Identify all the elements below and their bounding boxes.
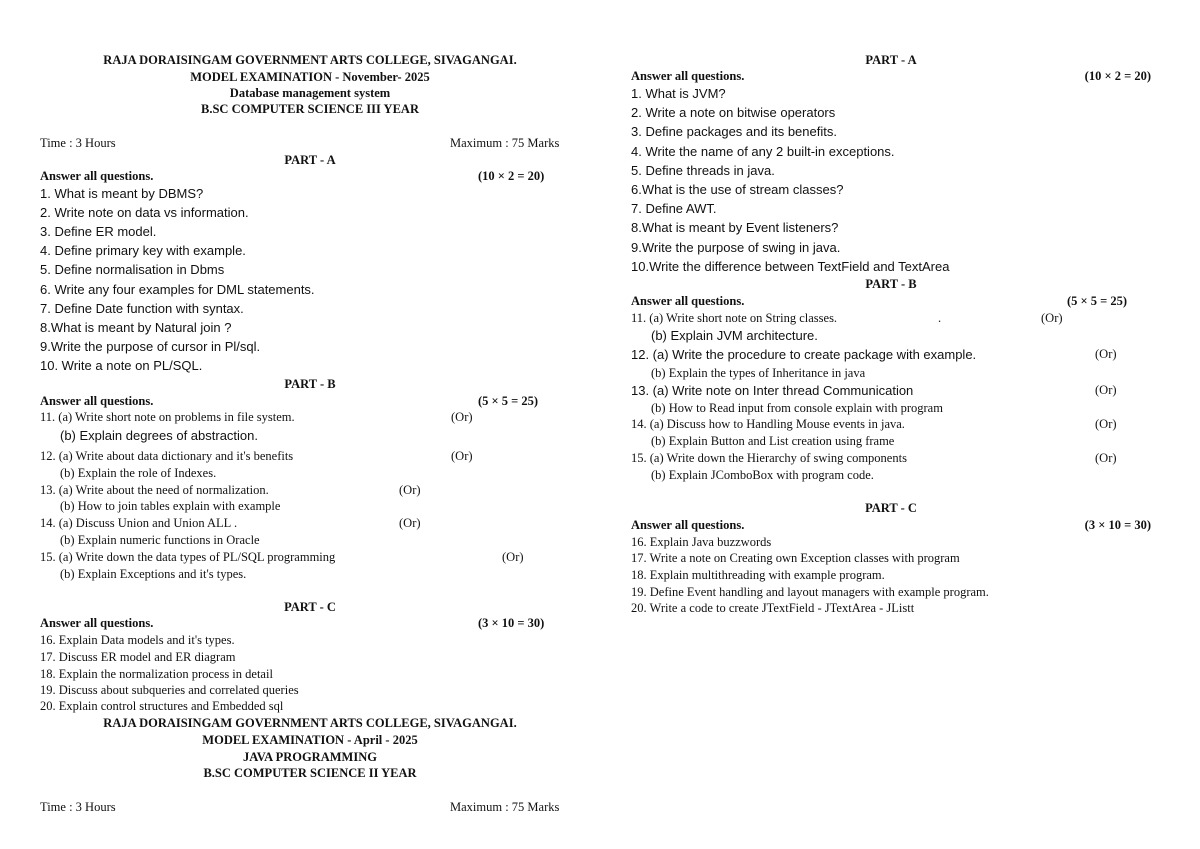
question: 16. Explain Data models and it's types. <box>40 633 235 647</box>
or-label: (Or) <box>1095 451 1117 465</box>
question: 15. (a) Write down the Hierarchy of swing components <box>631 451 907 465</box>
question: 19. Define Event handling and layout managers with example program. <box>631 585 989 599</box>
question: 18. Explain multithreading with example program. <box>631 568 885 582</box>
exam-title: MODEL EXAMINATION - April - 2025 <box>202 733 418 747</box>
question: 9.Write the purpose of swing in java. <box>631 240 841 255</box>
part-a-title: PART - A <box>284 153 336 167</box>
max-marks-label: Maximum : 75 Marks <box>450 800 560 814</box>
question: 6.What is the use of stream classes? <box>631 182 844 197</box>
or-label: (Or) <box>1095 417 1117 431</box>
question: (b) Explain Exceptions and it's types. <box>60 567 247 581</box>
part-a-instruction: Answer all questions. <box>631 69 745 83</box>
time-label: Time : 3 Hours <box>40 800 116 814</box>
question: 9.Write the purpose of cursor in Pl/sql. <box>40 339 261 354</box>
question: 5. Define threads in java. <box>631 163 775 178</box>
question: 8.What is meant by Natural join ? <box>40 320 232 335</box>
or-label: (Or) <box>1095 383 1117 397</box>
max-marks-label: Maximum : 75 Marks <box>450 136 560 150</box>
part-c-title: PART - C <box>865 501 917 515</box>
course-title: B.SC COMPUTER SCIENCE III YEAR <box>201 102 419 116</box>
question: (b) Explain Button and List creation using frame <box>651 434 895 448</box>
question: 7. Define Date function with syntax. <box>40 301 244 316</box>
subject-title: Database management system <box>229 86 391 100</box>
question: 14. (a) Discuss Union and Union ALL . <box>40 516 238 530</box>
or-label: (Or) <box>451 449 473 463</box>
question: 17. Write a note on Creating own Exception classes with program <box>631 551 960 565</box>
question: (b) How to Read input from console explain with program <box>651 401 943 415</box>
question: 6. Write any four examples for DML statements. <box>40 282 315 297</box>
question: 20. Explain control structures and Embedded sql <box>40 699 284 713</box>
question: 13. (a) Write note on Inter thread Communication <box>631 383 914 398</box>
question: 15. (a) Write down the data types of PL/SQL programming <box>40 550 336 564</box>
stray-dot: . <box>938 311 942 325</box>
part-c-title: PART - C <box>284 600 336 614</box>
question: (b) Explain numeric functions in Oracle <box>60 533 260 547</box>
question: 1. What is JVM? <box>631 86 726 101</box>
or-label: (Or) <box>399 516 421 530</box>
or-label: (Or) <box>1095 347 1117 361</box>
question: 13. (a) Write about the need of normalization. <box>40 483 269 497</box>
part-b-marks: (5 × 5 = 25) <box>1067 294 1128 308</box>
question: 11. (a) Write short note on String classes. <box>631 311 838 325</box>
question: (b) How to join tables explain with example <box>60 499 281 513</box>
time-label: Time : 3 Hours <box>40 136 116 150</box>
question: 4. Define primary key with example. <box>40 243 246 258</box>
question: 12. (a) Write about data dictionary and it's benefits <box>40 449 294 463</box>
part-b-marks: (5 × 5 = 25) <box>478 394 539 408</box>
question: 12. (a) Write the procedure to create package with example. <box>631 347 977 362</box>
or-label: (Or) <box>399 483 421 497</box>
question: 20. Write a code to create JTextField - JTextArea - JListt <box>631 601 915 615</box>
exam-title: MODEL EXAMINATION - November- 2025 <box>190 70 430 84</box>
college-name: RAJA DORAISINGAM GOVERNMENT ARTS COLLEGE, SIVAGANGAI. <box>103 716 517 730</box>
or-label: (Or) <box>1041 311 1063 325</box>
part-c-marks: (3 × 10 = 30) <box>1084 518 1151 532</box>
question: 14. (a) Discuss how to Handling Mouse events in java. <box>631 417 905 431</box>
question: 5. Define normalisation in Dbms <box>40 262 225 277</box>
question: (b) Explain JComboBox with program code. <box>651 468 874 482</box>
question: (b) Explain the types of Inheritance in java <box>651 366 866 380</box>
question: 4. Write the name of any 2 built-in exceptions. <box>631 144 895 159</box>
college-name: RAJA DORAISINGAM GOVERNMENT ARTS COLLEGE, SIVAGANGAI. <box>103 53 517 67</box>
question: 11. (a) Write short note on problems in file system. <box>40 410 295 424</box>
question: (b) Explain degrees of abstraction. <box>60 428 258 443</box>
part-b-instruction: Answer all questions. <box>40 394 154 408</box>
part-a-marks: (10 × 2 = 20) <box>478 169 545 183</box>
part-b-title: PART - B <box>284 377 336 391</box>
part-a-title: PART - A <box>865 53 917 67</box>
course-title: B.SC COMPUTER SCIENCE II YEAR <box>203 766 417 780</box>
question: 8.What is meant by Event listeners? <box>631 220 839 235</box>
part-b-instruction: Answer all questions. <box>631 294 745 308</box>
part-c-instruction: Answer all questions. <box>631 518 745 532</box>
question: 10. Write a note on PL/SQL. <box>40 358 203 373</box>
question: 18. Explain the normalization process in detail <box>40 667 273 681</box>
question: 3. Define packages and its benefits. <box>631 124 837 139</box>
part-b-title: PART - B <box>865 277 917 291</box>
part-a-marks: (10 × 2 = 20) <box>1084 69 1151 83</box>
question: (b) Explain the role of Indexes. <box>60 466 217 480</box>
part-a-instruction: Answer all questions. <box>40 169 154 183</box>
question: 17. Discuss ER model and ER diagram <box>40 650 236 664</box>
subject-title: JAVA PROGRAMMING <box>243 750 377 764</box>
or-label: (Or) <box>502 550 524 564</box>
question: (b) Explain JVM architecture. <box>651 328 818 343</box>
question: 3. Define ER model. <box>40 224 157 239</box>
part-c-marks: (3 × 10 = 30) <box>478 616 545 630</box>
question: 7. Define AWT. <box>631 201 717 216</box>
or-label: (Or) <box>451 410 473 424</box>
question: 10.Write the difference between TextField and TextArea <box>631 259 950 274</box>
question: 2. Write a note on bitwise operators <box>631 105 836 120</box>
question: 19. Discuss about subqueries and correlated queries <box>40 683 299 697</box>
question: 2. Write note on data vs information. <box>40 205 249 220</box>
question: 16. Explain Java buzzwords <box>631 535 772 549</box>
part-c-instruction: Answer all questions. <box>40 616 154 630</box>
question: 1. What is meant by DBMS? <box>40 186 204 201</box>
